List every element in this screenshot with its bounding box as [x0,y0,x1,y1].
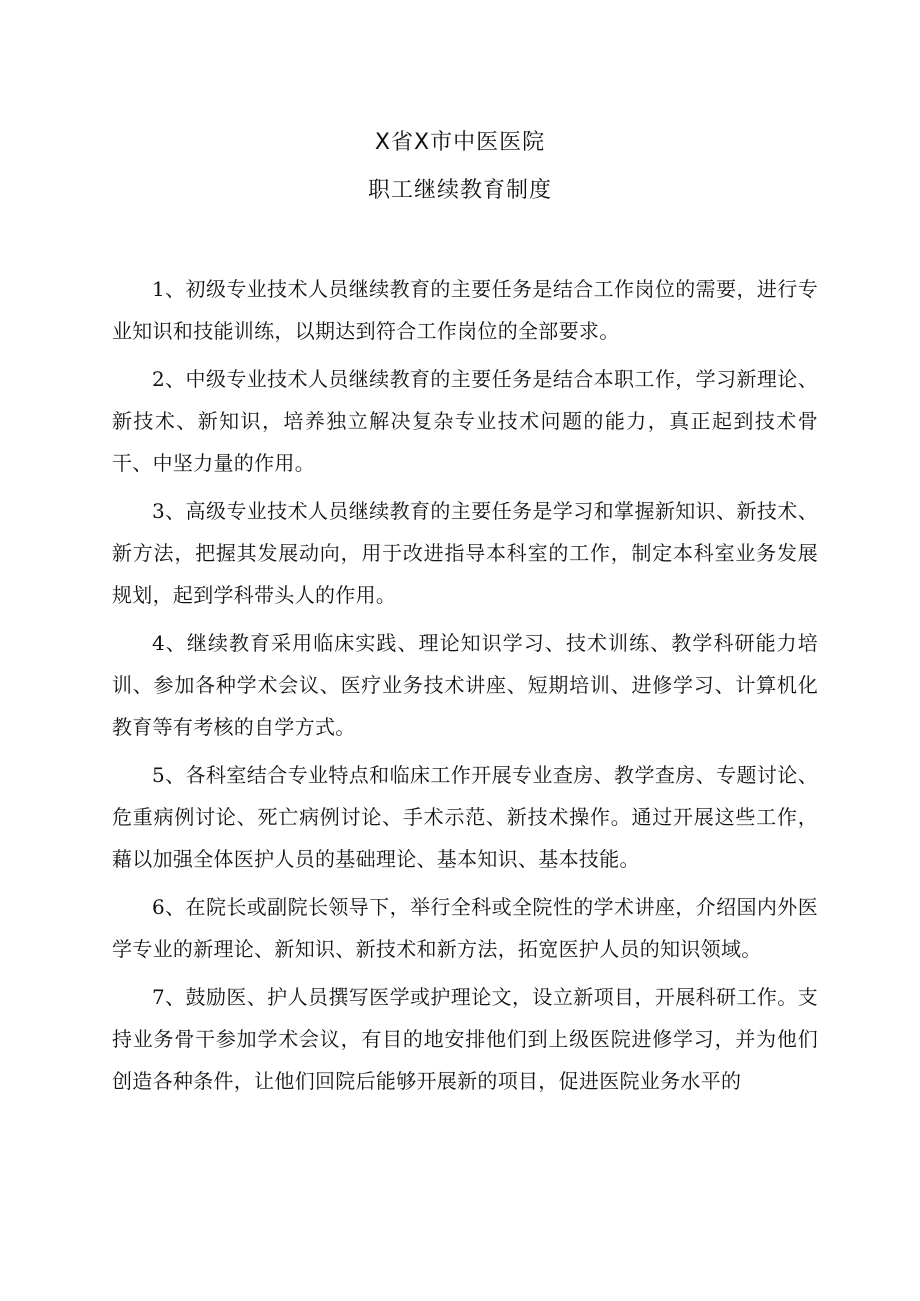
paragraph-6: 6、在院长或副院长领导下，举行全科或全院性的学术讲座，介绍国内外医学专业的新理论、新知识、新技术和新方法，拓宽医护人员的知识领域。 [112,895,818,961]
document-title: 职工继续教育制度 [367,178,552,203]
org-title: X省X市中医医院 [374,130,546,155]
paragraph-7: 7、鼓励医、护人员撰写医学或护理论文，设立新项目，开展科研工作。支持业务骨干参加学术会议，有目的地安排他们到上级医院进修学习，并为他们创造各种条件，让他们回院后能够开展新的项目，促进医院业务水平的 [112,985,818,1093]
document-body [112,268,818,1102]
paragraph-3: 3、高级专业技术人员继续教育的主要任务是学习和掌握新知识、新技术、新方法，把握其发展动向，用于改进指导本科室的工作，制定本科室业务发展规划，起到学科带头人的作用。 [112,499,818,607]
paragraph-1: 1、初级专业技术人员继续教育的主要任务是结合工作岗位的需要，进行专业知识和技能训练，以期达到符合工作岗位的全部要求。 [112,277,818,343]
paragraph-2: 2、中级专业技术人员继续教育的主要任务是结合本职工作，学习新理论、新技术、新知识，培养独立解决复杂专业技术问题的能力，真正起到技术骨干、中坚力量的作用。 [112,367,818,475]
paragraph-5: 5、各科室结合专业特点和临床工作开展专业查房、教学查房、专题讨论、危重病例讨论、死亡病例讨论、手术示范、新技术操作。通过开展这些工作，藉以加强全体医护人员的基础理论、基本知识、基本技能。 [112,763,818,871]
paragraph-4: 4、继续教育采用临床实践、理论知识学习、技术训练、教学科研能力培训、参加各种学术会议、医疗业务技术讲座、短期培训、进修学习、计算机化教育等有考核的自学方式。 [112,631,818,739]
